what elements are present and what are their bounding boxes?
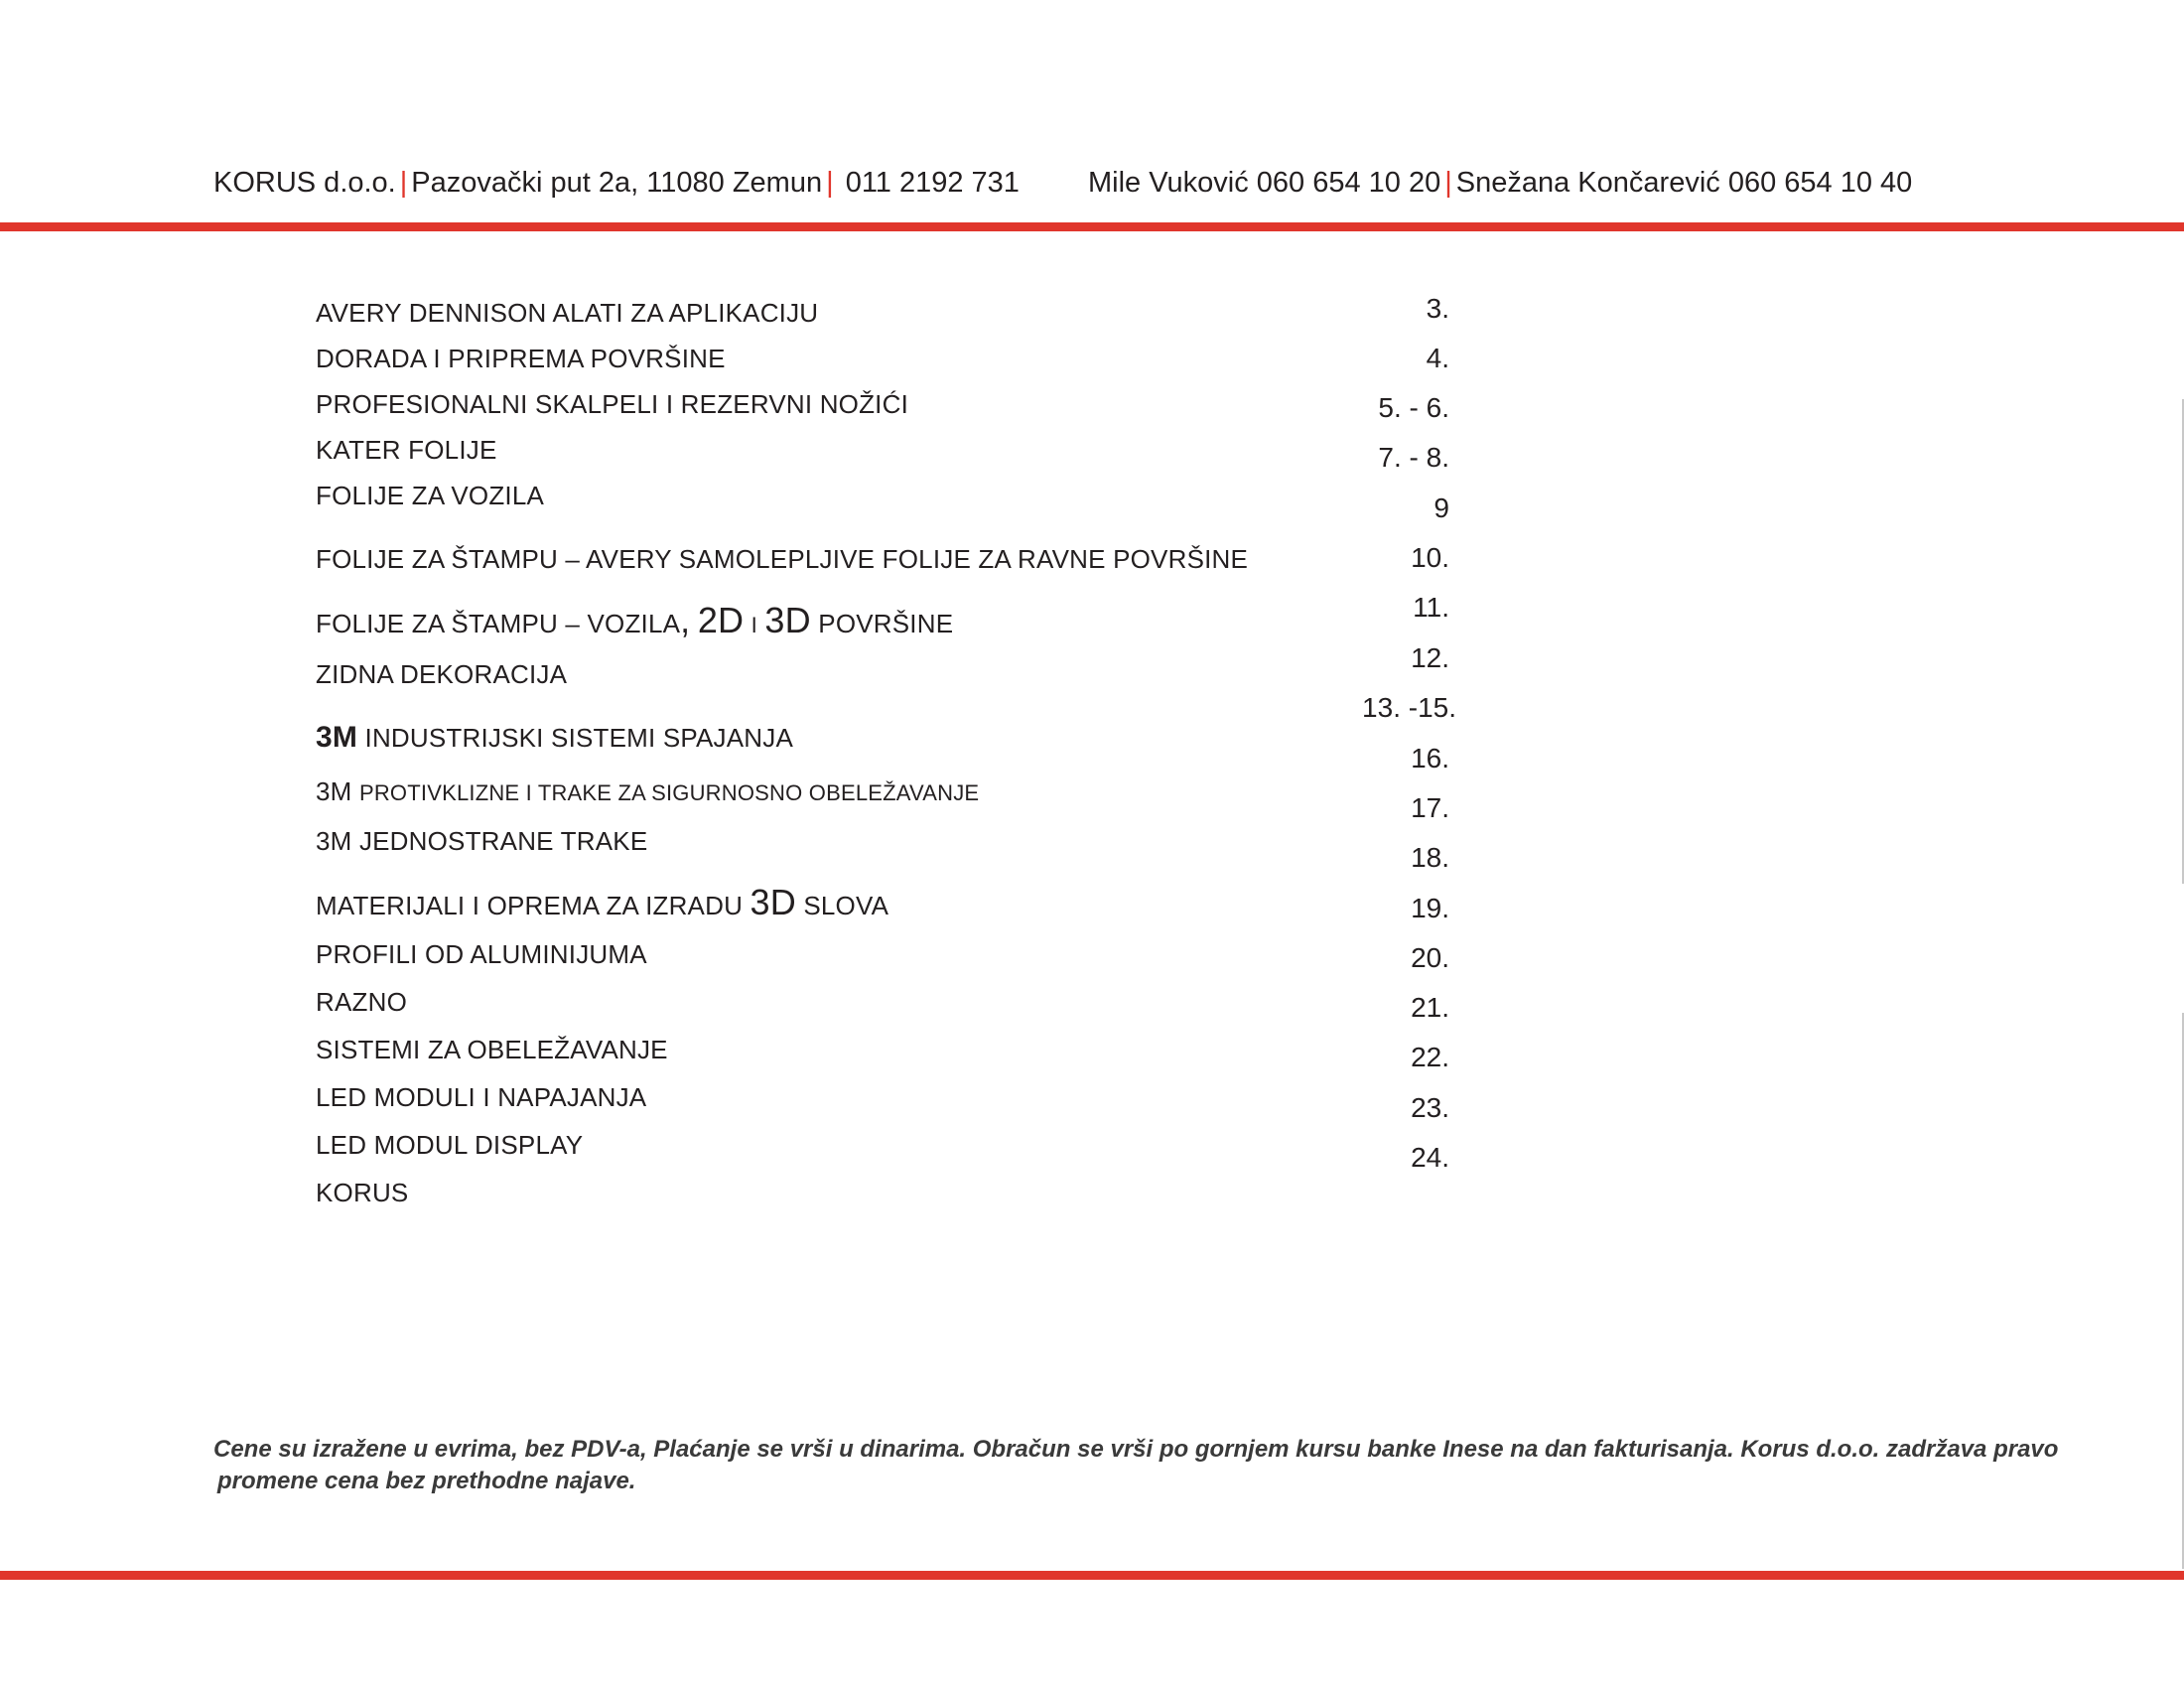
toc-text: INDUSTRIJSKI SISTEMI SPAJANJA: [364, 723, 794, 753]
pricing-note-line: promene cena bez prethodne najave.: [217, 1468, 636, 1494]
toc-page-number: 5. - 6.: [1378, 392, 1449, 423]
contact-snezana: Snežana Končarević 060 654 10 40: [1455, 167, 1913, 199]
toc-page-number: 19.: [1411, 893, 1449, 923]
pricing-note-line: Cene su izražene u evrima, bez PDV-a, Plaćanje se vrši u dinarima. Obračun se vrši po gornjem kursu banke Inese na dan fakturisanja. Korus d.o.o. zadržava pravo: [213, 1436, 2059, 1463]
toc-text: PROTIVKLIZNE I TRAKE ZA SIGURNOSNO OBELEŽAVANJE: [358, 780, 980, 805]
toc-page-number: 21.: [1411, 992, 1449, 1023]
toc-page-number: 23.: [1411, 1092, 1449, 1123]
toc-item-print-films-vehicles[interactable]: [316, 600, 953, 641]
top-red-rule: [0, 222, 2184, 231]
header-separator: |: [399, 167, 408, 199]
toc-text: ,: [680, 600, 691, 640]
toc-item-marking-systems[interactable]: SISTEMI ZA OBELEŽAVANJE: [316, 1035, 668, 1064]
toc-item-scalpels[interactable]: PROFESIONALNI SKALPELI I REZERVNI NOŽIĆI: [316, 389, 908, 419]
company-name: KORUS d.o.o.: [213, 167, 396, 199]
toc-page-number: 16.: [1411, 743, 1449, 774]
toc-item-3m-antislip[interactable]: [316, 776, 979, 807]
company-address: Pazovački put 2a, 11080 Zemun: [411, 167, 823, 199]
toc-page-number: 13. -15.: [1362, 692, 1456, 723]
toc-item-led-modules[interactable]: LED MODULI I NAPAJANJA: [316, 1082, 647, 1112]
toc-3m-brand: 3M: [316, 721, 358, 754]
toc-item-wall-decor[interactable]: ZIDNA DEKORACIJA: [316, 659, 568, 689]
toc-page-number: 18.: [1411, 842, 1449, 873]
contact-mile: Mile Vuković 060 654 10 20: [1088, 167, 1441, 199]
toc-text-2d: 2D: [697, 600, 745, 640]
toc-item-avery-tools[interactable]: AVERY DENNISON ALATI ZA APLIKACIJU: [316, 298, 819, 328]
toc-page-number: 17.: [1411, 792, 1449, 823]
toc-item-aluminium-profiles[interactable]: PROFILI OD ALUMINIJUMA: [316, 939, 647, 969]
company-phone: 011 2192 731: [845, 167, 1020, 199]
toc-page-number: 10.: [1411, 542, 1449, 573]
company-header: [213, 167, 1913, 200]
toc-text: I: [751, 613, 757, 637]
toc-text-3d: 3D: [750, 882, 796, 922]
bottom-red-rule: [0, 1571, 2184, 1580]
toc-page-number: 20.: [1411, 942, 1449, 973]
toc-page-number: 11.: [1413, 592, 1449, 623]
toc-item-misc[interactable]: RAZNO: [316, 987, 407, 1017]
pricing-note: [213, 1434, 2070, 1497]
toc-page-number: 3.: [1426, 293, 1449, 324]
toc-page-number: 24.: [1411, 1142, 1449, 1173]
header-separator: |: [826, 167, 834, 199]
toc-item-3m-industrial[interactable]: [316, 721, 793, 755]
toc-text: POVRŠINE: [818, 609, 954, 638]
toc-page-number: 7. - 8.: [1378, 442, 1449, 473]
toc-3m-brand: 3M: [316, 776, 352, 806]
header-contacts: [1088, 167, 1912, 200]
header-separator: |: [1444, 167, 1452, 199]
toc-item-korus[interactable]: KORUS: [316, 1178, 409, 1207]
toc-text: MATERIJALI I OPREMA ZA IZRADU: [316, 891, 744, 920]
toc-item-print-films-flat[interactable]: FOLIJE ZA ŠTAMPU – AVERY SAMOLEPLJIVE FOLIJE ZA RAVNE POVRŠINE: [316, 544, 1249, 574]
toc-item-vehicle-films[interactable]: FOLIJE ZA VOZILA: [316, 481, 545, 510]
toc-text: FOLIJE ZA ŠTAMPU – VOZILA: [316, 609, 681, 638]
toc-item-led-display[interactable]: LED MODUL DISPLAY: [316, 1130, 584, 1160]
toc-item-3d-letters[interactable]: [316, 882, 888, 923]
toc-item-surface-prep[interactable]: DORADA I PRIPREMA POVRŠINE: [316, 344, 726, 373]
toc-page-number: 12.: [1411, 642, 1449, 673]
toc-item-3m-single-tapes[interactable]: 3M JEDNOSTRANE TRAKE: [316, 826, 648, 856]
toc-text: SLOVA: [803, 891, 889, 920]
toc-item-cutter-films[interactable]: KATER FOLIJE: [316, 435, 497, 465]
toc-page-number: 4.: [1426, 343, 1449, 373]
toc-page-number: 9: [1433, 492, 1449, 523]
toc-text-3d: 3D: [764, 600, 811, 640]
toc-page-number: 22.: [1411, 1042, 1449, 1072]
